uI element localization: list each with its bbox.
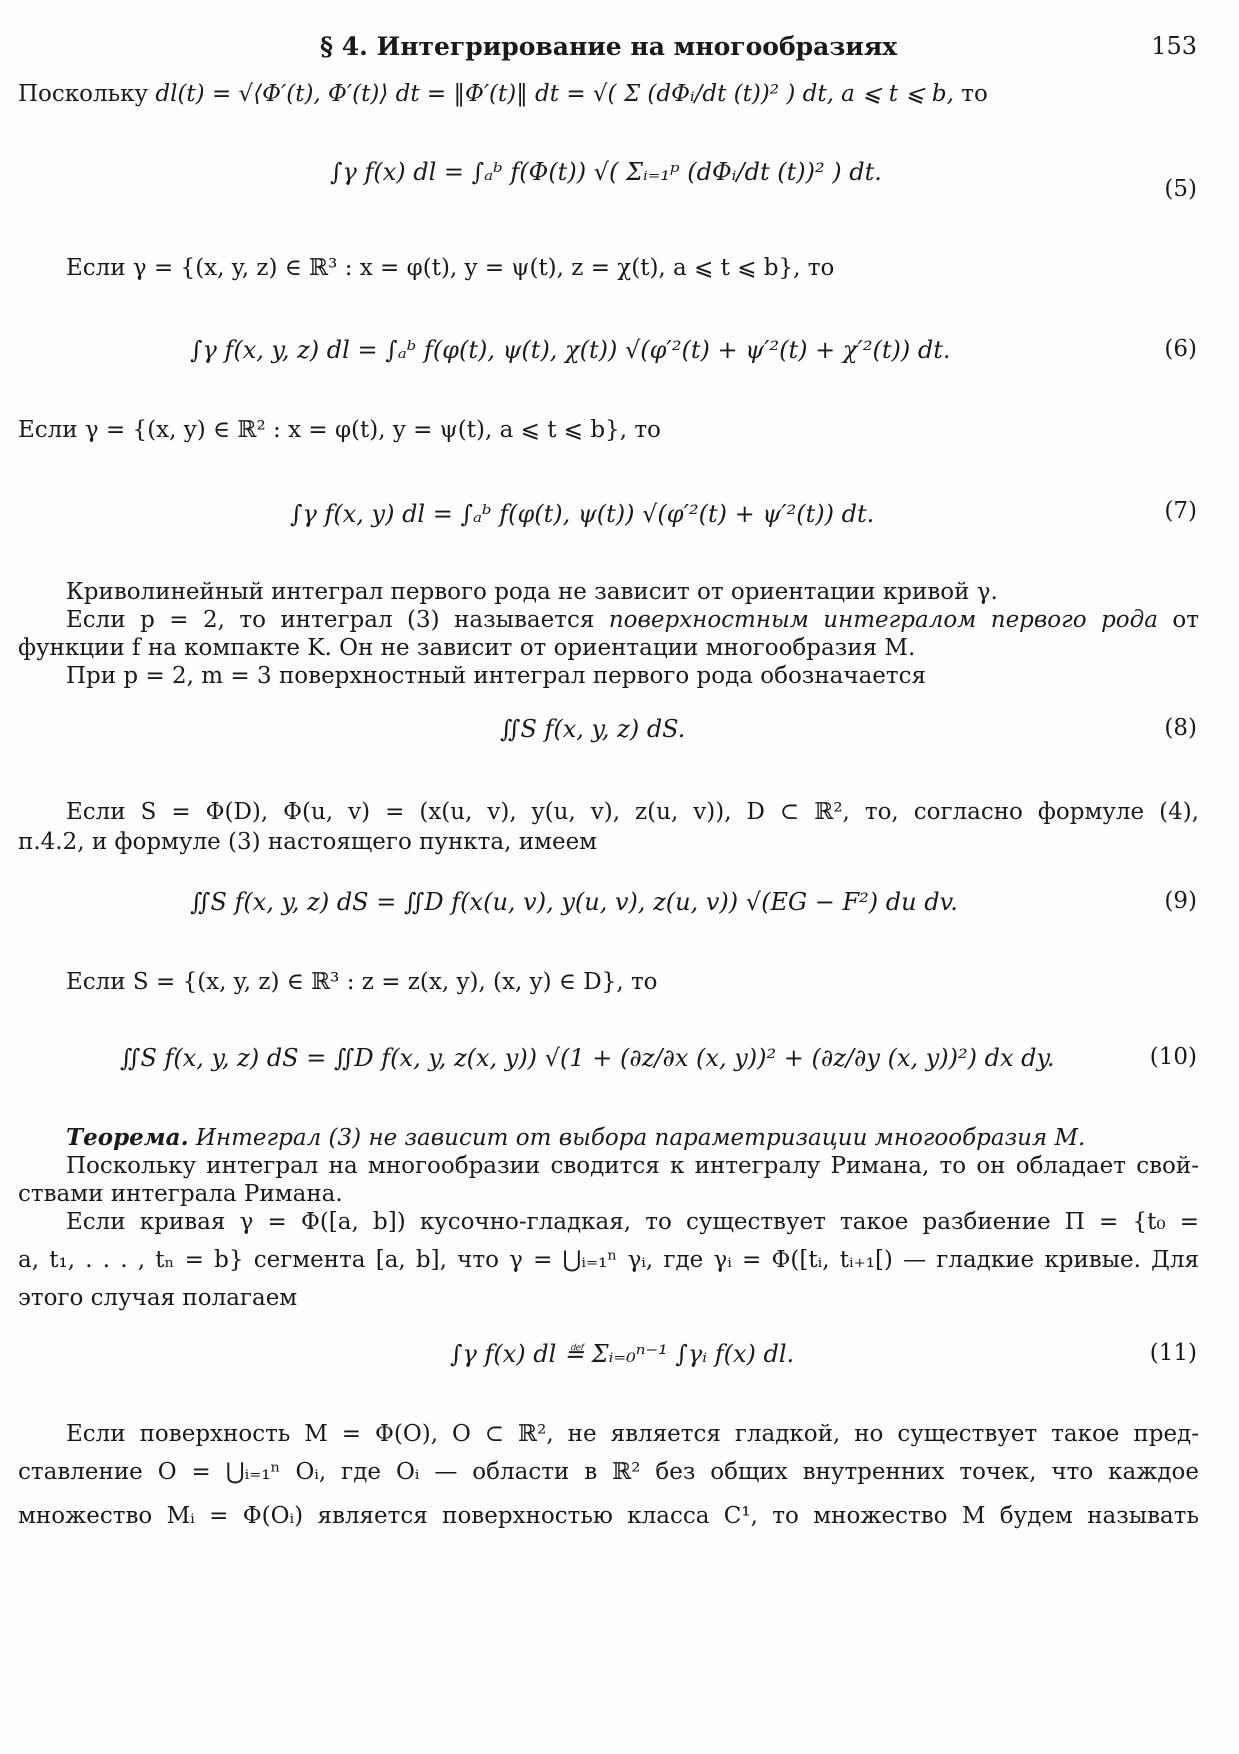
equation-9-number: (9) <box>1164 888 1197 914</box>
equation-9: ∬S f(x, y, z) dS = ∬D f(x(u, v), y(u, v), z(u, v)) √(EG − F²) du dv. <box>190 888 958 916</box>
equation-7: ∫γ f(x, y) dl = ∫ₐᵇ f(φ(t), ψ(t)) √(φ′²(t) + ψ′²(t)) dt. <box>290 500 875 528</box>
text-line-17: ставление O = ⋃ᵢ₌₁ⁿ Oᵢ, где Oᵢ — области в ℝ² без общих внутренних точек, что каждое <box>18 1459 1199 1485</box>
text-line-1 <box>18 78 1199 110</box>
text-line-16: Если поверхность M = Φ(O), O ⊂ ℝ², не является гладкой, но существует такое пред- <box>66 1421 1199 1447</box>
equation-8-number: (8) <box>1164 715 1197 741</box>
text-line-3: Если γ = {(x, y) ∈ ℝ² : x = φ(t), y = ψ(t), a ⩽ t ⩽ b}, то <box>18 417 661 443</box>
text-line-11: Поскольку интеграл на многообразии сводится к интегралу Римана, то он обладает свой- <box>66 1153 1199 1179</box>
theorem-text: Интеграл (3) не зависит от выбора параметризации многообразия M. <box>188 1125 1086 1151</box>
text-line-8: Если S = Φ(D), Φ(u, v) = (x(u, v), y(u, v), z(u, v)), D ⊂ ℝ², то, согласно формуле (4), <box>66 799 1199 825</box>
theorem-label: Теорема. <box>66 1124 189 1151</box>
text-line-9: п.4.2, и формуле (3) настоящего пункта, имеем <box>18 829 598 855</box>
page-number: 153 <box>1151 32 1197 60</box>
text-fragment: то <box>953 81 988 107</box>
text-line-2: Если γ = {(x, y, z) ∈ ℝ³ : x = φ(t), y = ψ(t), z = χ(t), a ⩽ t ⩽ b}, то <box>66 255 835 281</box>
text-line-13: Если кривая γ = Φ([a, b]) кусочно-гладкая, то существует такое разбиение Π = {t₀ = <box>66 1209 1199 1235</box>
italic-term: поверхностным интегралом первого рода <box>608 607 1158 633</box>
text-line-14: a, t₁, . . . , tₙ = b} сегмента [a, b], что γ = ⋃ᵢ₌₁ⁿ γᵢ, где γᵢ = Φ([tᵢ, tᵢ₊₁[) — гладкие кривые. Для <box>18 1247 1199 1273</box>
equation-11-number: (11) <box>1149 1340 1197 1366</box>
text-line-10: Если S = {(x, y, z) ∈ ℝ³ : z = z(x, y), (x, y) ∈ D}, то <box>66 969 658 995</box>
text-line-12: ствами интеграла Римана. <box>18 1181 343 1207</box>
equation-10-number: (10) <box>1149 1044 1197 1070</box>
text-line-18: множество Mᵢ = Φ(Oᵢ) является поверхностью класса C¹, то множество M будем называть <box>18 1503 1199 1529</box>
text-fragment: Поскольку <box>18 81 156 107</box>
equation-6: ∫γ f(x, y, z) dl = ∫ₐᵇ f(φ(t), ψ(t), χ(t)) √(φ′²(t) + ψ′²(t) + χ′²(t)) dt. <box>190 336 951 364</box>
text-line-15: этого случая полагаем <box>18 1285 298 1311</box>
text-fragment: от <box>1157 607 1199 633</box>
equation-7-number: (7) <box>1164 498 1197 524</box>
equation-6-number: (6) <box>1164 336 1197 362</box>
section-title: § 4. Интегрирование на многообразиях <box>320 32 898 61</box>
text-line-4: Криволинейный интеграл первого рода не зависит от ориентации кривой γ. <box>66 579 998 605</box>
inline-formula: dl(t) = √⟨Φ′(t), Φ′(t)⟩ dt = ‖Φ′(t)‖ dt = √( Σ (dΦᵢ/dt (t))² ) dt, a ⩽ t ⩽ b, <box>155 81 954 107</box>
equation-5-number: (5) <box>1164 176 1197 202</box>
equation-5: ∫γ f(x) dl = ∫ₐᵇ f(Φ(t)) √( Σᵢ₌₁ᵖ (dΦᵢ/dt (t))² ) dt. <box>330 158 882 186</box>
equation-11: ∫γ f(x) dl ≝ Σᵢ₌₀ⁿ⁻¹ ∫γᵢ f(x) dl. <box>450 1340 795 1368</box>
running-header <box>0 32 1239 72</box>
equation-10: ∬S f(x, y, z) dS = ∬D f(x, y, z(x, y)) √(1 + (∂z/∂x (x, y))² + (∂z/∂y (x, y))²) dx dy. <box>120 1044 1055 1072</box>
text-line-7: При p = 2, m = 3 поверхностный интеграл первого рода обозначается <box>66 663 927 689</box>
equation-8: ∬S f(x, y, z) dS. <box>500 715 686 743</box>
text-fragment: Если p = 2, то интеграл (3) называется <box>66 607 609 633</box>
text-line-6: функции f на компакте K. Он не зависит от ориентации многообразия M. <box>18 635 916 661</box>
